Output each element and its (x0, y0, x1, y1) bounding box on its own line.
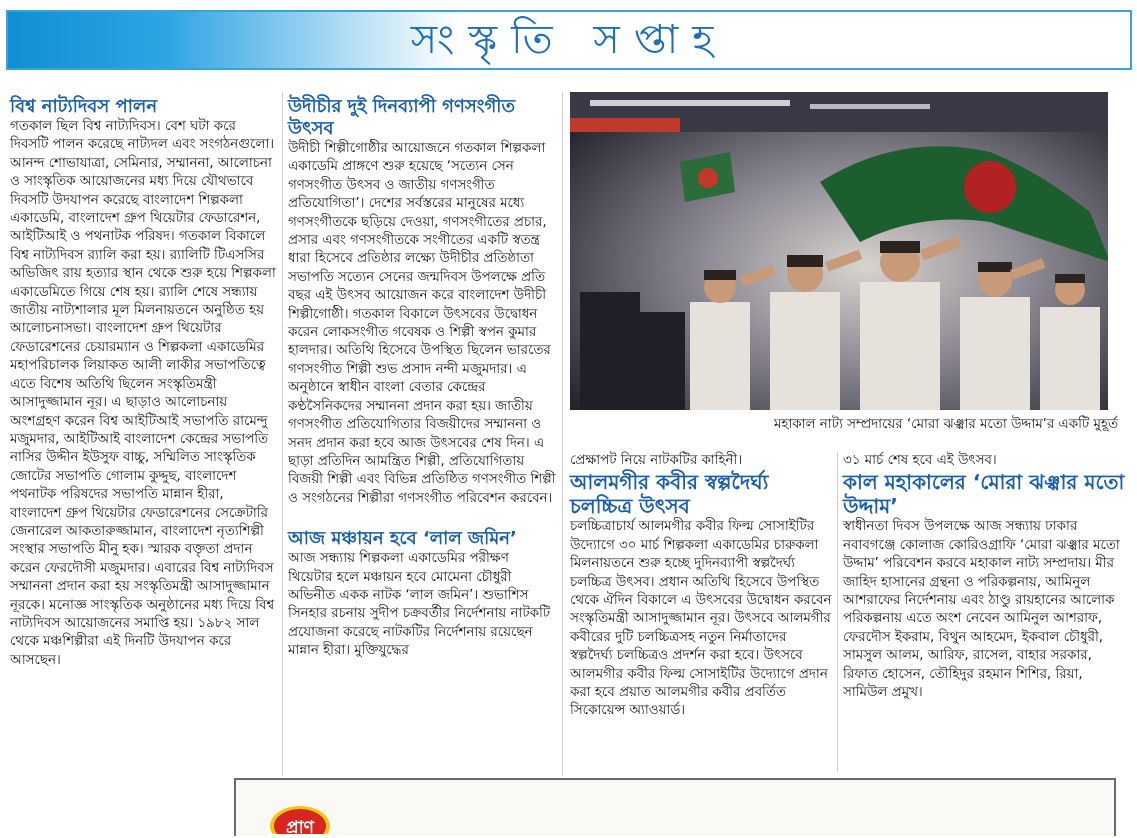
column-divider (837, 452, 838, 772)
article-world-theatre-day (10, 96, 278, 670)
article-body: স্বাধীনতা দিবস উপলক্ষে আজ সন্ধ্যায় ঢাকার নবাবগঞ্জে কোলাজ কোরিওগ্রাফি ‘মোরা ঝঞ্ঝার মতো উদ্দাম’ পরিবেশন করবে মহাকাল নাট্য সম্প্রদায়। মীর জাহিদ হাসানের গ্রন্থনা ও পরিকল্পনায়, আমিনুল আশরাফের নির্দেশনায় এবং ঠাণ্ডু রায়হানের আলোক পরিকল্পনায় এতে অংশ নেবেন আমিনুল আশরাফ, ফেরদৌস ইকরাম, বিথুন আহমেদ, ইকবাল চৌধুরী, সামসুল আলম, আরিফ, রাসেল, বাহার সরকার, রিফাত হোসেন, তৌহিদুর রহমান শিশির, রিয়া, সামিউল প্রমুখ। (843, 519, 1120, 701)
photo-caption: মহাকাল নাট্য সম্প্রদায়ের ‘মোরা ঝঞ্ঝার মতো উদ্দাম’র একটি মুহূর্ত (773, 417, 1118, 432)
column-divider (282, 92, 283, 776)
performance-photo (570, 92, 1108, 410)
article-headline: বিশ্ব নাট্যদিবস পালন (10, 96, 158, 117)
article-headline: আজ মঞ্চায়ন হবে ‘লাল জমিন’ (288, 528, 517, 550)
article-udichi-festival (288, 96, 556, 661)
article-body: চলচ্চিত্রাচার্য আলমগীর কবীর ফিল্ম সোসাইটির উদ্যোগে ৩০ মার্চ শিল্পকলা একাডেমির চারুকলা মিলনায়তনে শুরু হচ্ছে দুদিনব্যাপী স্বল্পদৈর্ঘ্য চলচ্চিত্র উৎসব। প্রধান অতিথি হিসেবে উপস্থিত থেকে ঐদিন বিকালে এ উৎসবের উদ্বোধন করবেন সংস্কৃতিমন্ত্রী আসাদুজ্জামান নূর। উৎসবে আলমগীর কবীরের দুটি চলচ্চিত্রসহ নতুন নির্মাতাদের স্বল্পদৈর্ঘ্য চলচ্চিত্রও প্রদর্শন করা হবে। উৎসবে আলমগীর কবীর ফিল্ম সোসাইটির উদ্যোগে প্রদান করা হবে প্রয়াত আলমগীর কবীর প্রবর্তিত সিকোয়েন্স অ্যাওয়ার্ড। (570, 519, 832, 719)
article-mohakal (843, 452, 1128, 702)
logo-text: প্রাণ (286, 818, 314, 834)
article-body: উদীচী শিল্পীগোষ্ঠীর আয়োজনে গতকাল শিল্পকলা একাডেমি প্রাঙ্গণে শুরু হয়েছে ‘সত্যেন সেন গণসংগীত উৎসব ও জাতীয় গণসংগীত প্রতিযোগিতা’। দেশের সর্বস্তরের মানুষের মধ্যে গণসংগীতকে ছড়িয়ে দেওয়া, গণসংগীতের প্রচার, প্রসার এবং গণসংগীতকে সংগীতের একটি স্বতন্ত্র ধারা হিসেবে প্রতিষ্ঠার লক্ষ্যে উদীচীর প্রতিষ্ঠাতা সভাপতি সত্যেন সেনের জন্মদিবস উপলক্ষে প্রতি বছর এই উৎসব আয়োজন করে বাংলাদেশ উদীচী শিল্পীগোষ্ঠী। গতকাল বিকালে উৎসবের উদ্বোধন করেন লোকসংগীত গবেষক ও শিল্পী স্বপন কুমার হালদার। অতিথি হিসেবে উপস্থিত ছিলেন ভারতের গণসংগীত শিল্পী শুভ প্রসাদ নন্দী মজুমদার। এ অনুষ্ঠানে স্বাধীন বাংলা বেতার কেন্দ্রের কণ্ঠসৈনিকদের সম্মাননা প্রদান করা হয়। জাতীয় গণসংগীত প্রতিযোগিতার বিজয়ীদের সম্মাননা ও সনদ প্রদান করা হবে আজ উৎসবের শেষ দিন। এ ছাড়া প্রতিদিন আমন্ত্রিত শিল্পী, প্রতিযোগিতায় বিজয়ী শিল্পী এবং বিভিন্ন প্রতিষ্ঠিত গণসংগীত শিল্পী ও সংগঠনের শিল্পীরা গণসংগীত পরিবেশন করবেন। (288, 141, 556, 506)
article-body: গতকাল ছিল বিশ্ব নাট্যদিবস। বেশ ঘটা করে দিবসটি পালন করেছে নাট্যদল এবং সংগঠনগুলো। আনন্দ শোভাযাত্রা, সেমিনার, সম্মাননা, আলোচনা ও সাংস্কৃতিক আয়োজনের মধ্য দিয়ে যৌথভাবে দিবসটি উদযাপন করেছে বাংলাদেশ শিল্পকলা একাডেমি, বাংলাদেশ গ্রুপ থিয়েটার ফেডারেশন, আইটিআই ও পথনাটক পরিষদ। গতকাল বিকালে বিশ্ব নাট্যদিবস র‍্যালি করা হয়। র‍্যালিটি টিএসসির অভিজিৎ রায় হত্যার স্থান থেকে শুরু হয়ে শিল্পকলা একাডেমিতে গিয়ে শেষ হয়। র‍্যালি শেষে সন্ধ্যায় জাতীয় নাট্যশালার মূল মিলনায়তনে অনুষ্ঠিত হয় আলোচনাসভা। বাংলাদেশ গ্রুপ থিয়েটার ফেডারেশনের চেয়ারম্যান ও শিল্পকলা একাডেমির মহাপরিচালক লিয়াকত আলী লাকীর সভাপতিত্বে এতে বিশেষ অতিথি ছিলেন সংস্কৃতিমন্ত্রী আসাদুজ্জামান নূর। এ ছাড়াও আলোচনায় অংশগ্রহণ করেন বিশ্ব আইটিআই সভাপতি রামেন্দু মজুমদার, আইটিআই বাংলাদেশ কেন্দ্রের সভাপতি নাসির উদ্দীন ইউসুফ বাচ্চু, সম্মিলিত সাংস্কৃতিক জোটের সভাপতি গোলাম কুদ্দুছ, বাংলাদেশ পথনাটক পরিষদের সভাপতি মান্নান হীরা, বাংলাদেশ গ্রুপ থিয়েটার ফেডারেশনের সেক্রেটারি জেনারেল আকতারুজ্জামান, বাংলাদেশ নৃত্যশিল্পী সংস্থার সভাপতি মীনু হক। স্মারক বক্তৃতা প্রদান করেন ফেরদৌসী মজুমদার। এবারের বিশ্ব নাট্যদিবস সম্মাননা প্রদান করা হয় সংস্কৃতিমন্ত্রী আসাদুজ্জামান নূরকে। মনোজ্ঞ সাংস্কৃতিক অনুষ্ঠানের মধ্য দিয়ে বিশ্ব নাট্যদিবস আয়োজনের সমাপ্তি হয়। ১৯৮২ সাল থেকে মঞ্চশিল্পীরা এই দিনটি উদযাপন করে আসছেন। (10, 119, 276, 668)
section-title: সংস্কৃতি সপ্তাহ (410, 17, 728, 63)
article-continuation: প্রেক্ষাপট নিয়ে নাটকটির কাহিনী। (570, 453, 743, 468)
article-film-festival (570, 452, 832, 721)
article-continuation: ৩১ মার্চ শেষ হবে এই উৎসব। (843, 453, 997, 468)
advertisement-box (234, 778, 1116, 836)
photo-illustration (570, 92, 1108, 410)
section-banner (6, 10, 1132, 70)
article-headline: কাল মহাকালের ‘মোরা ঝঞ্ঝার মতো উদ্দাম’ (843, 470, 1125, 519)
column-divider (562, 92, 563, 776)
article-headline: আলমগীর কবীর স্বল্পদৈর্ঘ্য চলচ্চিত্র উৎসব (570, 470, 769, 519)
article-headline: উদীচীর দুই দিনব্যাপী গণসংগীত উৎসব (288, 96, 515, 139)
pran-logo (270, 806, 330, 834)
article-body: আজ সন্ধ্যায় শিল্পকলা একাডেমির পরীক্ষণ থিয়েটার হলে মঞ্চায়ন হবে মোমেনা চৌধুরী অভিনীত একক নাটক ‘লাল জমিন’। শুভাশিস সিনহার রচনায় সুদীপ চক্রবর্তীর নির্দেশনায় নাটকটি প্রযোজনা করেছে নাটকটির নির্দেশনায় রয়েছেন মান্নান হীরা। মুক্তিযুদ্ধের (288, 551, 551, 659)
